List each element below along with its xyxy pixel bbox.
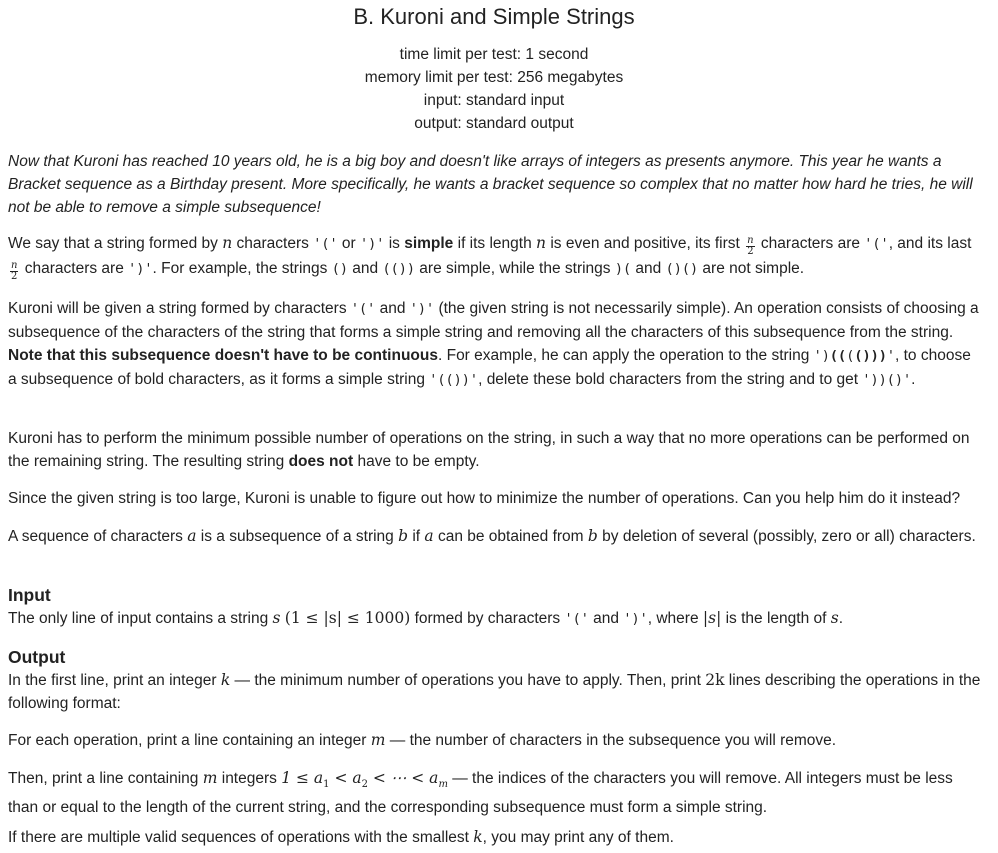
legend-paragraph: Now that Kuroni has reached 10 years old, he is a big boy and doesn't like arrays of integers as presents anymore. This year he wants a Bracket sequence as a Birthday present. More specifically, he wants a bracket sequence so complex that no matter how hard he tries, he will not be able to remove a simple subsequence!: [8, 153, 973, 216]
minimum-operations-paragraph: Kuroni has to perform the minimum possible number of operations on the string, in such a way that no more operations can be performed on the remaining string. The resulting string does not have to be empty.: [8, 430, 970, 470]
simple-definition-paragraph: We say that a string formed by n characters '(' or ')' is simple if its length n is even and positive, its first $\frac{n}{2}$ characters are '(', and its last $\frac{n}{2}$ characters are ')'. For example, the strings () and (()) are simple, while the strings )( and ()() are not simple.: [8, 234, 972, 282]
input-description: The only line of input contains a string s (1 ≤ |s| ≤ 1000) formed by characters '(' and ')', where |s| is the length of s.: [8, 609, 844, 627]
output-indices-paragraph: Then, print a line containing m integers $1 \le a_1 < a_2$ < ⋯ < $a_m$ — the indices of the characters you will remove. All integers must be less than or equal to the length of the current string, and the corresponding subsequence must form a simple string.: [8, 769, 953, 817]
output-spec: output: standard output: [414, 115, 574, 132]
input-heading: Input: [8, 585, 51, 605]
time-limit: time limit per test: 1 second: [399, 46, 589, 63]
output-multiple-answers-paragraph: If there are multiple valid sequences of operations with the smallest k, you may print any of them.: [8, 828, 674, 846]
output-heading: Output: [8, 647, 66, 667]
large-string-paragraph: Since the given string is too large, Kuroni is unable to figure out how to minimize the number of operations. Can you help him do it instead?: [8, 490, 961, 507]
fraction-n-over-2: $\frac{n}{2}$: [747, 235, 754, 257]
subsequence-definition-paragraph: A sequence of characters a is a subsequence of a string b if a can be obtained from b by deletion of several (possibly, zero or all) characters.: [8, 527, 976, 545]
output-description: In the first line, print an integer k — the minimum number of operations you have to apply. Then, print 2k lines describing the operations in the following format:: [8, 671, 981, 712]
operation-paragraph: Kuroni will be given a string formed by characters '(' and ')' (the given string is not necessarily simple). An operation consists of choosing a subsequence of the characters of the string that forms a simple string and removing all the characters of this subsequence from the string. Note that this subsequence doesn't have to be continuous. For example, he can apply the operation to the string ')(((()))', to choose a subsequence of bold characters, as it forms a simple string '(())', delete these bold characters from the string and to get '))()'.: [8, 300, 979, 388]
input-spec: input: standard input: [423, 92, 565, 109]
output-operation-count-paragraph: For each operation, print a line containing an integer m — the number of characters in the subsequence you will remove.: [8, 731, 837, 749]
fraction-n-over-2: $\frac{n}{2}$: [11, 260, 18, 282]
problem-title: B. Kuroni and Simple Strings: [353, 4, 635, 29]
memory-limit: memory limit per test: 256 megabytes: [364, 69, 624, 86]
